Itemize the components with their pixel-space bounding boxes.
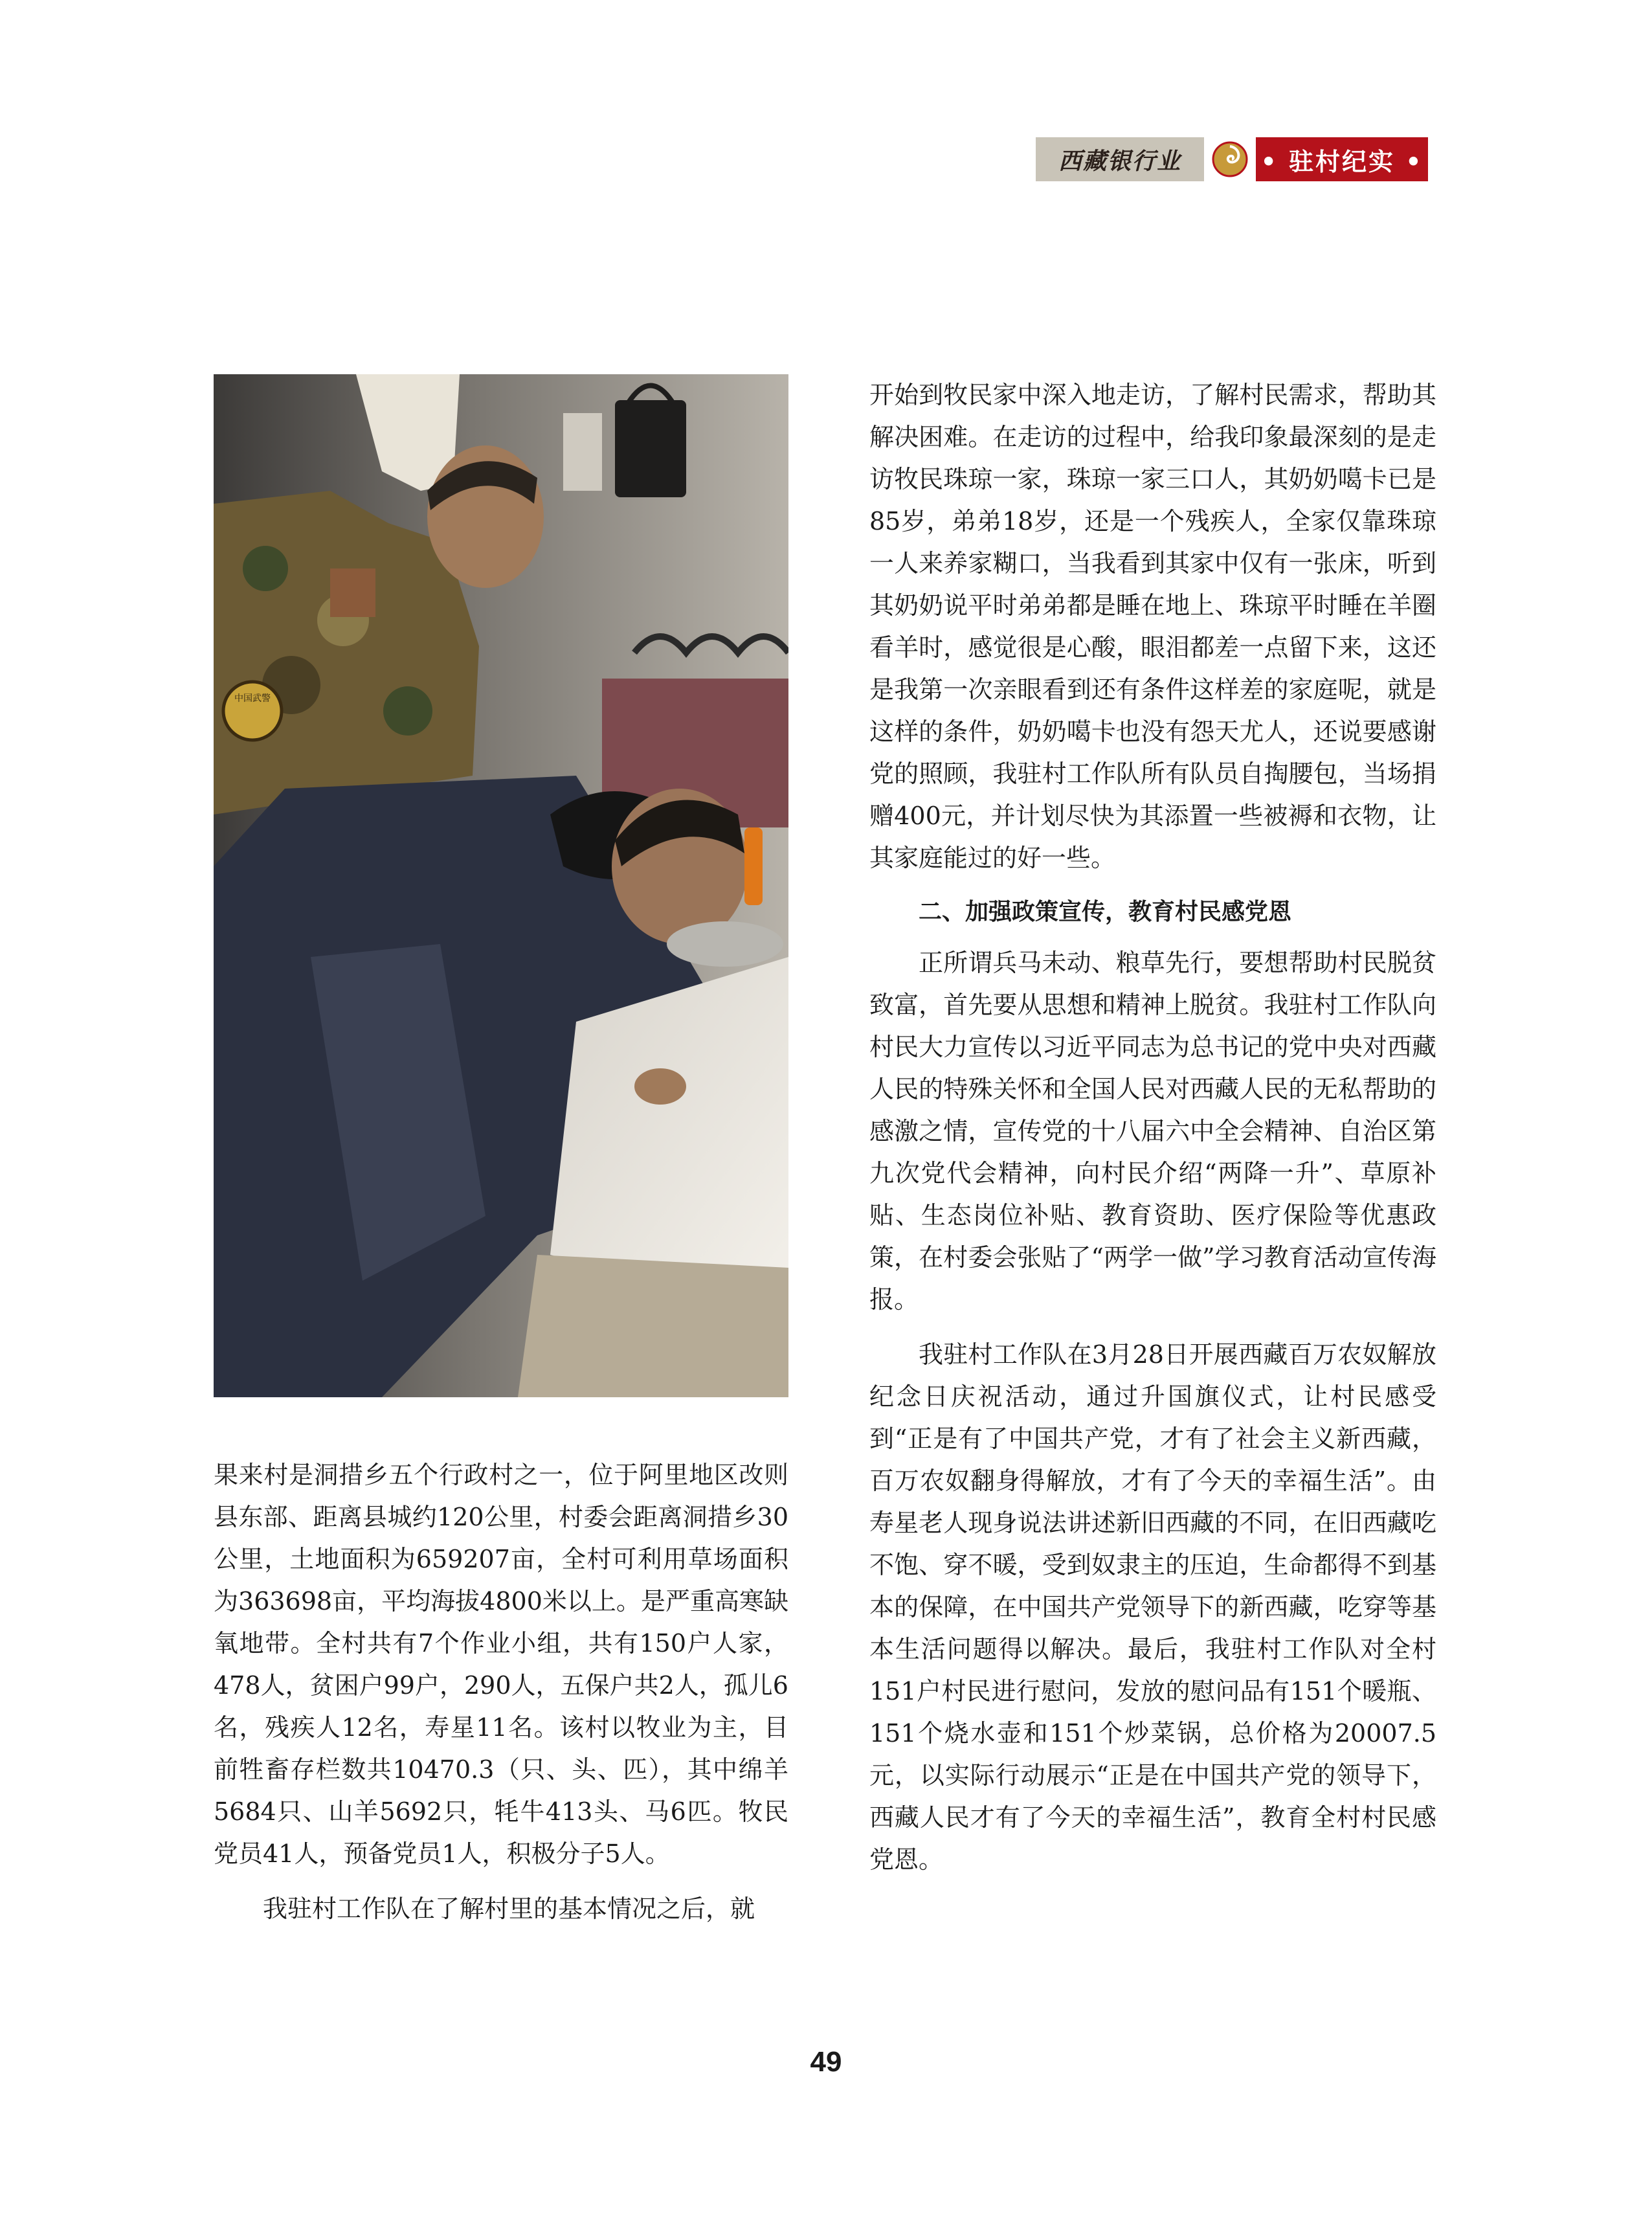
paragraph-team-visit-start: 我驻村工作队在了解村里的基本情况之后，就 <box>263 1894 755 1923</box>
swirl-icon <box>1211 140 1249 179</box>
column-right <box>869 374 1436 1881</box>
swirl-emblem-icon <box>1204 137 1256 181</box>
column-left <box>214 1454 788 1930</box>
page-number: 49 <box>810 2046 842 2078</box>
photo-illustration <box>214 374 788 1397</box>
photo-badge-text: 中国武警 <box>234 693 271 704</box>
section-label: • 驻村纪实 • <box>1256 137 1428 181</box>
magazine-title: 西藏银行业 <box>1036 137 1204 181</box>
paragraph-celebration-activity: 我驻村工作队在3月28日开展西藏百万农奴解放纪念日庆祝活动，通过升国旗仪式，让村民感受到“正是有了中国共产党，才有了社会主义新西藏，百万农奴翻身得解放，才有了今天的幸福生活”。由寿星老人现身说法讲述新旧西藏的不同，在旧西藏吃不饱、穿不暖，受到奴隶主的压迫，生命都得不到基本的保障，在中国共产党领导下的新西藏，吃穿等基本生活问题得以解决。最后，我驻村工作队对全村151户村民进行慰问，发放的慰问品有151个暖瓶、151个烧水壶和151个炒菜锅，总价格为20007.5元，以实际行动展示“正是在中国共产党的领导下，西藏人民才有了今天的幸福生活”，教育全村村民感党恩。 <box>869 1340 1436 1874</box>
section-heading: 二、加强政策宣传，教育村民感党恩 <box>919 899 1292 925</box>
header-banner <box>1036 137 1428 181</box>
paragraph-policy-publicity: 正所谓兵马未动、粮草先行，要想帮助村民脱贫致富，首先要从思想和精神上脱贫。我驻村工作队向村民大力宣传以习近平同志为总书记的党中央对西藏人民的特殊关怀和全国人民对西藏人民的无私帮助的感激之情，宣传党的十八届六中全会精神、自治区第九次党代会精神，向村民介绍“两降一升”、草原补贴、生态岗位补贴、教育资助、医疗保险等优惠政策，在村委会张贴了“两学一做”学习教育活动宣传海报。 <box>869 949 1436 1314</box>
paragraph-visit-story: 开始到牧民家中深入地走访，了解村民需求，帮助其解决困难。在走访的过程中，给我印象最深刻的是走访牧民珠琼一家，珠琼一家三口人，其奶奶噶卡已是85岁，弟弟18岁，还是一个残疾人，全家仅靠珠琼一人来养家糊口，当我看到其家中仅有一张床，听到其奶奶说平时弟弟都是睡在地上、珠琼平时睡在羊圈看羊时，感觉很是心酸，眼泪都差一点留下来，这还是我第一次亲眼看到还有条件这样差的家庭呢，就是这样的条件，奶奶噶卡也没有怨天尤人，还说要感谢党的照顾，我驻村工作队所有队员自掏腰包，当场捐赠400元，并计划尽快为其添置一些被褥和衣物，让其家庭能过的好一些。 <box>869 381 1436 872</box>
paragraph-village-overview: 果来村是洞措乡五个行政村之一，位于阿里地区改则县东部、距离县城约120公里，村委会距离洞措乡30公里，土地面积为659207亩，全村可利用草场面积为363698亩，平均海拔4800米以上。是严重高寒缺氧地带。全村共有7个作业小组，共有150户人家，478人，贫困户99户，290人，五保户共2人，孤儿6名，残疾人12名，寿星11名。该村以牧业为主，目前牲畜存栏数共10470.3（只、头、匹），其中绵羊5684只、山羊5692只，牦牛413头、马6匹。牧民党员41人，预备党员1人，积极分子5人。 <box>214 1461 788 1868</box>
article-photo <box>214 374 788 1397</box>
